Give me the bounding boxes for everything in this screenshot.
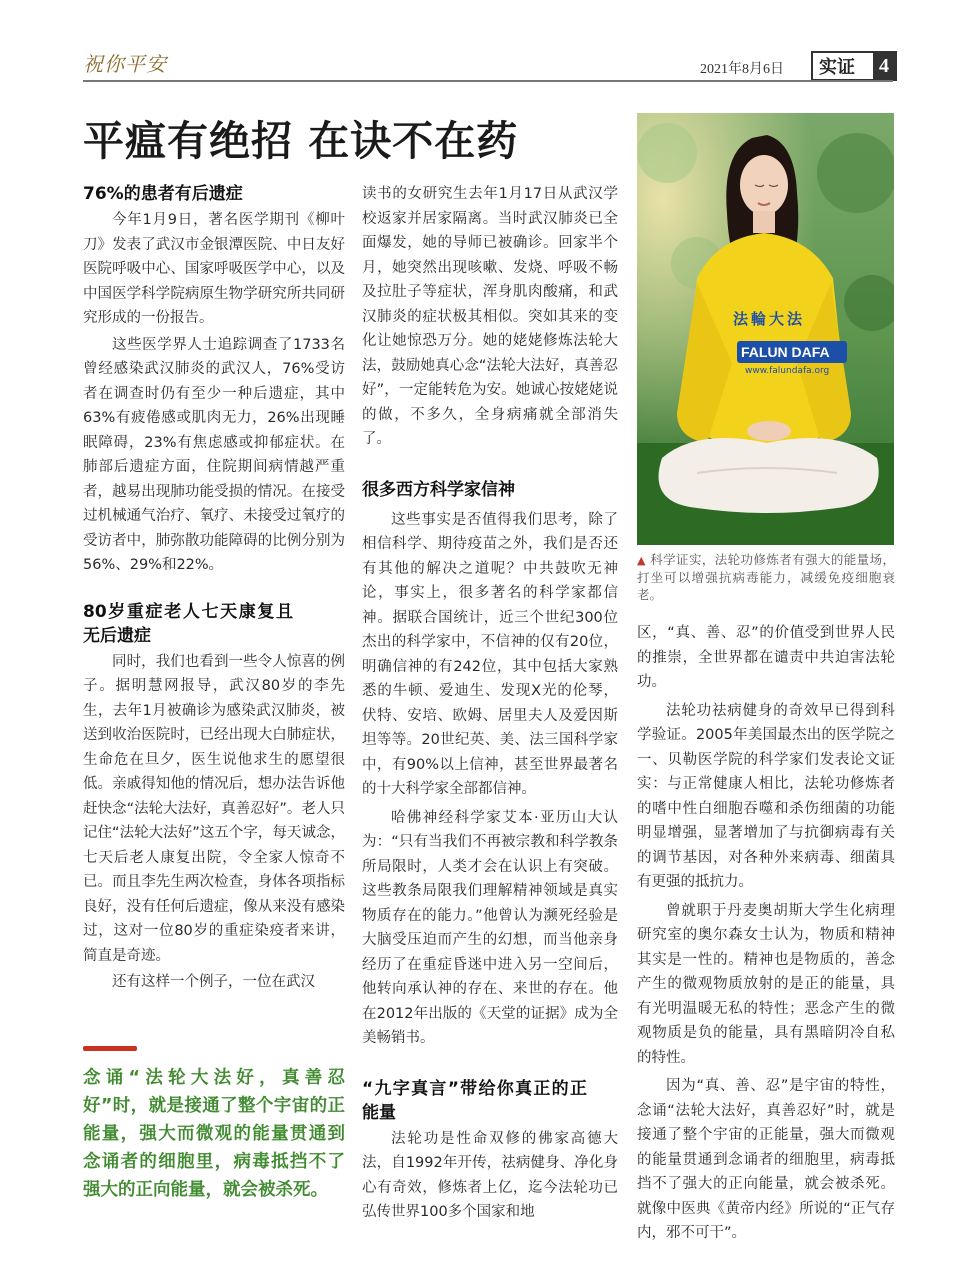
shirt-url: www.falundafa.org bbox=[745, 366, 830, 376]
column-1 bbox=[83, 182, 345, 995]
meditation-illustration bbox=[637, 113, 894, 545]
subheading-scientists-believe: 很多西方科学家信神 bbox=[362, 479, 515, 500]
section-tag bbox=[811, 51, 897, 81]
paragraph: 哈佛神经科学家艾本·亚历山大认为：“只有当我们不再被宗教和科学教条所局限时，人类才会在认识上有突破。这些教条局限我们理解精神领域是真实物质存在的能力。”他曾认为濒死经验是大脑受压迫而产生的幻想，而当他亲身经历了在重症昏迷中进入另一空间后，他转向承认神的存在、来世的存在。他在2012年出版的《天堂的证据》成为全美畅销书。 bbox=[362, 809, 618, 1046]
article-headline: 平瘟有绝招 在诀不在药 bbox=[83, 117, 519, 165]
page-number: 4 bbox=[873, 53, 895, 79]
masthead-title: 祝你平安 bbox=[83, 52, 167, 76]
paragraph: 曾就职于丹麦奥胡斯大学生化病理研究室的奥尔森女士认为，物质和精神其实是一性的。精神也是物质的，善念产生的微观物质放射的是正的能量，具有光明温暖无私的特性；恶念产生的微观物质是负的能量，具有黑暗阴冷自私的特性。 bbox=[637, 902, 895, 1066]
paragraph: 这些医学界人士追踪调查了1733名曾经感染武汉肺炎的武汉人，76%受访者在调查时仍有至少一种后遗症，其中63%有疲倦感或肌肉无力，26%出现睡眠障碍，23%有焦虑感或抑郁症状。在肺部后遗症方面，住院期间病情越严重者，越易出现肺功能受损的情况。在接受过机械通气治疗、氧疗、未接受过氧疗的受访者中，肺弥散功能障碍的比例分别为56%、29%和22%。 bbox=[83, 336, 345, 573]
paragraph: 法轮功祛病健身的奇效早已得到科学验证。2005年美国最杰出的医学院之一、贝勒医学院的科学家们发表论文证实：与正常健康人相比，法轮功修炼者的嗜中性白细胞吞噬和杀伤细菌的功能明显增强，显著增加了与抗御病毒有关的调节基因，对各种外来病毒、细菌具有更强的抵抗力。 bbox=[637, 702, 895, 890]
issue-date: 2021年8月6日 bbox=[700, 62, 784, 77]
shirt-text-english: FALUN DAFA bbox=[741, 344, 830, 360]
paragraph: 区，“真、善、忍”的价值受到世界人民的推崇，全世界都在谴责中共迫害法轮功。 bbox=[637, 625, 895, 690]
shirt-text-chinese: 法輪大法 bbox=[733, 310, 806, 328]
paragraph: 同时，我们也看到一些令人惊喜的例子。据明慧网报导，武汉80岁的李先生，去年1月被确诊为感染武汉肺炎，被送到收治医院时，已经出现大白肺症状，生命危在旦夕，医生说他求生的愿望很低。亲戚得知他的情况后，想办法告诉他赶快念“法轮大法好，真善忍好”。老人只记住“法轮大法好”这五个字，每天诚念，七天后老人康复出院，令全家人惊奇不已。而且李先生两次检查，身体各项指标良好，没有任何后遗症，像从来没有感染过，这对一位80岁的重症染疫者来讲，简直是奇迹。 bbox=[83, 653, 345, 964]
subheading-80-year-old: 80岁重症老人七天康复且无后遗症 bbox=[83, 601, 293, 646]
subheading-nine-words: “九字真言”带给你真正的正能量 bbox=[362, 1078, 587, 1123]
paragraph: 读书的女研究生去年1月17日从武汉学校返家并居家隔离。当时武汉肺炎已全面爆发，她的导师已被确诊。回家半个月，她突然出现咳嗽、发烧、呼吸不畅及拉肚子等症状，浑身肌肉酸痛，和武汉肺炎的症状极其相似。突如其来的变化让她惊恐万分。她的姥姥修炼法轮大法，鼓励她真心念“法轮大法好，真善忍好”，一定能转危为安。她诚心按姥姥说的做，不多久，全身病痛就全部消失了。 bbox=[362, 186, 618, 447]
subheading-76-percent: 76%的患者有后遗症 bbox=[83, 184, 243, 204]
paragraph: 法轮功是性命双修的佛家高德大法，自1992年开传，祛病健身、净化身心有奇效，修炼者上亿，迄今法轮功已弘传世界100多个国家和地 bbox=[362, 1130, 618, 1220]
paragraph: 还有这样一个例子，一位在武汉 bbox=[112, 974, 315, 990]
section-label: 实证 bbox=[819, 57, 855, 78]
pull-quote: 念诵“法轮大法好，真善忍好”时，就是接通了整个宇宙的正能量，强大而微观的能量贯通到念诵者的细胞里，病毒抵挡不了强大的正向能量，就会被杀死。 bbox=[83, 1068, 345, 1200]
paragraph: 这些事实是否值得我们思考，除了相信科学、期待疫苗之外，我们是否还有其他的解决之道呢？中共鼓吹无神论，事实上，很多著名的科学家都信神。据联合国统计，近三个世纪300位杰出的科学家中，不信神的仅有20位，明确信神的有242位，其中包括大家熟悉的牛顿、爱迪生、发现X光的伦琴，伏特、安培、欧姆、居里夫人及爱因斯坦等等。20世纪英、美、法三国科学家中，有90%以上信神，甚至世界最著名的十大科学家全部都信神。 bbox=[362, 511, 618, 797]
column-2 bbox=[362, 182, 618, 1225]
paragraph: 因为“真、善、忍”是宇宙的特性，念诵“法轮大法好，真善忍好”时，就是接通了整个宇宙的正能量，强大而微观的能量贯通到念诵者的细胞里，病毒抵挡不了强大的正向能量，就会被杀死。就像中医典《黄帝内经》所说的“正气存内，邪不可干”。 bbox=[637, 1078, 895, 1241]
meditation-photo bbox=[637, 113, 894, 545]
paragraph: 今年1月9日，著名医学期刊《柳叶刀》发表了武汉市金银潭医院、中日友好医院呼吸中心、国家呼吸医学中心，以及中国医学科学院病原生物学研究所共同研究形成的一份报告。 bbox=[83, 212, 345, 326]
caption-text: 科学证实，法轮功修炼者有强大的能量场，打坐可以增强抗病毒能力，减缓免疫细胞衰老。 bbox=[637, 552, 895, 602]
caption-triangle-icon: ▲ bbox=[637, 554, 646, 567]
column-3 bbox=[637, 621, 895, 1246]
photo-caption bbox=[637, 551, 895, 603]
quote-accent-bar bbox=[83, 1046, 137, 1051]
header-divider bbox=[83, 80, 893, 82]
